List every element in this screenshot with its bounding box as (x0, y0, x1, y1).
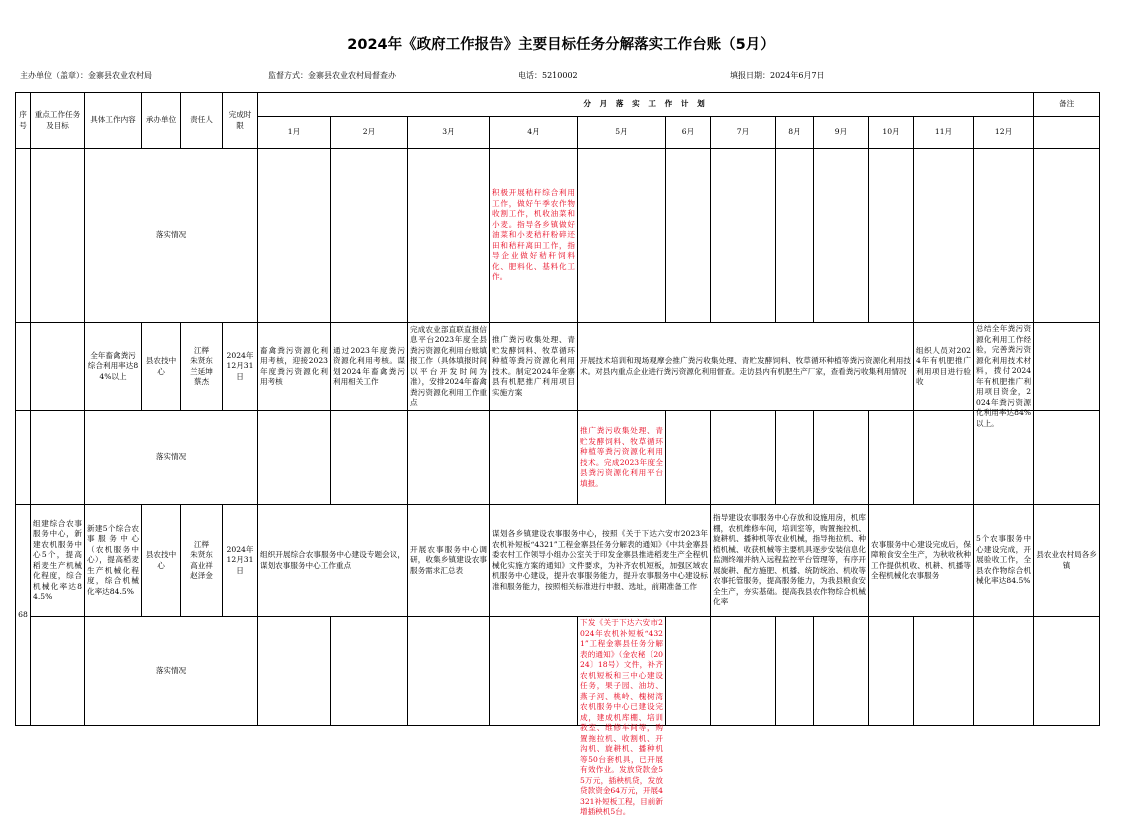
status-label: 落实情况 (85, 617, 258, 726)
row-b-m5to10: 开展技术培训和现场观摩会推广粪污收集处理、青贮发酵饲料、牧草循环种植等粪污资源化利用技术。对县内重点企业进行粪污资源化利用督查。走访县内有机肥生产厂家，查看粪污收集利用情况 (578, 323, 914, 411)
header-person: 责任人 (181, 93, 223, 149)
row-b-deadline: 2024年12月31日 (223, 323, 258, 411)
header-month: 4月 (490, 117, 578, 149)
header-unit: 承办单位 (142, 93, 181, 149)
phone-label: 电话：5210002 (518, 71, 578, 80)
header-plan: 分 月 落 实 工 作 计 划 (258, 93, 1034, 117)
empty-cell (408, 149, 490, 323)
row-68-m12: 5个农事服务中心建设完成，开展验收工作，全县农作物综合机械化率达84.5% (974, 505, 1034, 617)
row-68-status-may-text: 下发《关于下达六安市2024年农机补短板“4321”工程金寨县任务分解表的通知》（金农秘〔2024〕18号）文件，补齐农机短板和三中心建设任务，果子园、油坊、燕子河、桃岭、槐树湾农机服务中心已建设完成，建成机库棚、培训教室、维修车间等，购置拖拉机、收割机、开沟机、旋耕机、播种机等50台套机具，已开展有效作业。发放贷款金55万元，插秧机贷，发放贷款资金64万元，开展4321补短板工程，目前新增插秧机5台。 (580, 618, 663, 816)
row-68-m4to6: 谋划各乡镇建设农事服务中心，按照《关于下达六安市2023年农机补短板“4321”工程金寨县任务分解表的通知》《中共金寨县委农村工作领导小组办公室关于印发金寨县推进稻麦生产全程机械化实施方案的通知》文件要求，为补齐农机短板，加强区域农机服务中心建设，提升农事服务能力，提升农事服务中心建设标准和服务能力，按照相关标准进行申报、选址，前期准备工作 (490, 505, 711, 617)
row-68-person: 江榉 朱贤东 高业祥 赵泽金 (181, 505, 223, 617)
empty-cell (776, 149, 814, 323)
empty-cell (258, 411, 331, 505)
empty-cell (666, 411, 711, 505)
header-month: 6月 (666, 117, 711, 149)
empty-cell (331, 411, 408, 505)
status-label: 落实情况 (85, 411, 258, 505)
ledger-table (15, 92, 1100, 816)
empty-cell (1034, 617, 1100, 726)
row-68-m1to2: 组织开展综合农事服务中心建设专题会议，谋划农事服务中心工作重点 (258, 505, 408, 617)
row-b-m12 (974, 323, 1034, 428)
row-68-task: 组建综合农事服务中心，新建农机服务中心5个，提高稻麦生产机械化程度，综合机械化率达84.5% (31, 505, 85, 617)
empty-cell (1034, 323, 1100, 411)
header-month: 1月 (258, 117, 331, 149)
empty-cell (258, 617, 331, 726)
empty-cell (869, 411, 914, 505)
row-68-m10to11: 农事服务中心建设完成后，保障粮食安全生产，为秋收秋种工作提供机收、机耕、机播等全程机械化农事服务 (869, 505, 974, 617)
empty-cell (814, 617, 869, 726)
empty-cell (578, 149, 666, 323)
page-title: 2024年《政府工作报告》主要目标任务分解落实工作台账（5月） (347, 37, 775, 53)
empty-cell (869, 617, 914, 726)
empty-cell (711, 149, 776, 323)
header-month: 5月 (578, 117, 666, 149)
empty-cell (666, 149, 711, 323)
empty-cell (776, 617, 814, 726)
row-68-m7to9: 指导建设农事服务中心存放和设施用房，机库棚，农机维修车间，培训室等，购置拖拉机、旋耕机、播种机等农业机械，指导拖拉机、种植机械、收获机械等主要机具逐步安装信息化监测终端并纳入远程监控平台管理等，有序开展旋耕、配方施肥、机播、统防统治、机收等农事托管服务，提高服务能力，为我县粮食安全生产，夯实基础。提高我县农作物综合机械化率 (711, 505, 869, 617)
empty-cell (490, 411, 578, 505)
empty-cell (1034, 149, 1100, 323)
row-b-content: 全年畜禽粪污综合利用率达84%以上 (85, 323, 142, 411)
header-month: 9月 (814, 117, 869, 149)
header-month: 8月 (776, 117, 814, 149)
row-68-m3: 开展农事服务中心调研，收集乡镇建设农事服务需求汇总表 (408, 505, 490, 617)
empty-cell (31, 617, 85, 726)
row-68-remark: 县农业农村局各乡镇 (1034, 505, 1100, 617)
status-apr: 积极开展秸秆综合利用工作，做好午季农作物收割工作，机收油菜和小麦。指导各乡镇做好油菜和小麦秸秆粉碎还田和秸秆离田工作，指导企业做好秸秆饲料化、肥料化、基料化工作。 (490, 149, 578, 323)
empty-cell (16, 323, 31, 411)
empty-cell (408, 411, 490, 505)
row-b-unit: 县农技中心 (142, 323, 181, 411)
header-content: 具体工作内容 (85, 93, 142, 149)
empty-cell (974, 149, 1034, 323)
empty-cell (408, 617, 490, 726)
empty-cell (666, 617, 711, 726)
empty-cell (711, 617, 776, 726)
row-b-m1: 畜禽粪污资源化利用考核，迎接2023年度粪污资源化利用考核 (258, 323, 331, 411)
empty-cell (1034, 117, 1100, 149)
row-68-deadline: 2024年12月31日 (223, 505, 258, 617)
empty-cell (490, 617, 578, 726)
header-month: 3月 (408, 117, 490, 149)
row-b-m3: 完成农业部直联直报信息平台2023年度全县粪污资源化利用台账填报工作（具体填报时间以平台开发时间为准），安排2024年畜禽粪污资源化利用工作重点 (408, 323, 490, 411)
empty-cell (711, 411, 776, 505)
empty-cell (16, 411, 31, 505)
row-68-unit: 县农技中心 (142, 505, 181, 617)
fill-date-label: 填报日期：2024年6月7日 (730, 71, 825, 80)
row-b-status-may: 推广粪污收集处理、青贮发酵饲料、牧草循环种植等粪污资源化利用技术。完成2023年度全县粪污资源化利用平台填报。 (578, 411, 666, 505)
header-deadline: 完成时限 (223, 93, 258, 149)
header-seq: 序号 (16, 93, 31, 149)
empty-cell (974, 617, 1034, 726)
header-month: 12月 (974, 117, 1034, 149)
supervision-label: 监督方式：金寨县农业农村局督查办 (268, 71, 396, 80)
row-68-content: 新建5个综合农事服务中心（农机服务中心），提高稻麦生产机械化程度，综合机械化率达84.5% (85, 505, 142, 617)
empty-cell (814, 411, 869, 505)
empty-cell (814, 149, 869, 323)
empty-cell (914, 411, 974, 505)
empty-cell (776, 411, 814, 505)
row-68-status-may (578, 617, 666, 816)
empty-cell (331, 149, 408, 323)
empty-cell (914, 617, 974, 726)
header-month: 11月 (914, 117, 974, 149)
header-remark: 备注 (1034, 93, 1100, 117)
organizer-label: 主办单位（盖章）：金寨县农业农村局 (20, 71, 152, 80)
status-label: 落实情况 (85, 149, 258, 323)
empty-cell (914, 149, 974, 323)
row-b-m12-text: 总结全年粪污资源化利用工作经验，完善粪污资源化利用技术材料，拨付2024年有机肥推广利用项目资金，2024年粪污资源化利用率达84%以上。 (976, 324, 1032, 428)
empty-cell (31, 323, 85, 411)
empty-cell (16, 149, 31, 323)
header-month: 7月 (711, 117, 776, 149)
header-task: 重点工作任务及目标 (31, 93, 85, 149)
row-b-m11: 组织人员对2024年有机肥推广利用项目进行验收 (914, 323, 974, 411)
empty-cell (1034, 411, 1100, 505)
header-month: 2月 (331, 117, 408, 149)
empty-cell (31, 411, 85, 505)
header-month: 10月 (869, 117, 914, 149)
empty-cell (331, 617, 408, 726)
row-b-person: 江榉 朱贤东 兰延坤 蔡杰 (181, 323, 223, 411)
empty-cell (869, 149, 914, 323)
empty-cell (258, 149, 331, 323)
row-68-seq: 68 (16, 505, 31, 726)
empty-cell (31, 149, 85, 323)
row-b-m4: 推广粪污收集处理、青贮发酵饲料、牧草循环种植等粪污资源化利用技术。制定2024年金寨县有机肥推广利用项目实施方案 (490, 323, 578, 411)
row-b-m2: 通过2023年度粪污资源化利用考核。谋划2024年畜禽粪污利用相关工作 (331, 323, 408, 411)
